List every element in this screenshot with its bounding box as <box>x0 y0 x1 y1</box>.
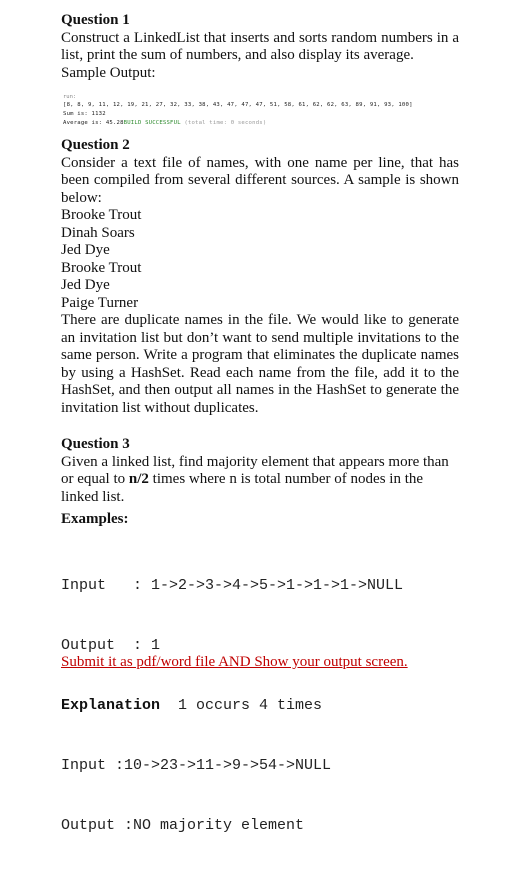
example-1-input: Input : 1->2->3->4->5->1->1->1->NULL <box>61 577 404 594</box>
console-sum-label: Sum is: <box>63 111 92 117</box>
question-3-title: Question 3 <box>61 436 130 452</box>
console-sum-value: 1132 <box>91 111 106 117</box>
question-3-prompt-bold: n/2 <box>128 471 149 487</box>
sample-output-label: Sample Output: <box>61 64 156 81</box>
submission-instruction: Submit it as pdf/word file AND Show your output screen. <box>61 654 408 670</box>
question-2-intro: Consider a text file of names, with one name per line, that has been compiled from several different sources. A sample is shown below: <box>61 154 459 206</box>
console-average-line <box>63 119 463 128</box>
explanation-label: Explanation <box>61 697 161 714</box>
console-build-status: BUILD SUCCESSFUL <box>123 120 181 126</box>
examples-code <box>61 536 403 876</box>
names-list-item: Jed Dye <box>61 242 110 258</box>
console-average-label: Average is: <box>63 120 106 126</box>
names-list-item: Paige Turner <box>61 294 139 311</box>
question-1-prompt: Construct a LinkedList that inserts and sorts random numbers in a list, print the sum of numbers, and also display its average. <box>61 29 459 63</box>
question-2 <box>61 137 459 417</box>
example-explanation <box>61 696 403 716</box>
console-total-time: (total time: 0 seconds) <box>180 120 267 126</box>
names-list-item: Jed Dye <box>61 277 110 293</box>
console-sum-line <box>63 110 463 119</box>
question-3 <box>61 436 459 529</box>
console-average-value: 45.28 <box>105 120 124 126</box>
question-1-title: Question 1 <box>61 12 130 28</box>
example-2-input: Input :10->23->11->9->54->NULL <box>61 757 332 774</box>
console-list-line: [8, 8, 9, 11, 12, 19, 21, 27, 32, 33, 38, 43, 47, 47, 47, 51, 58, 61, 62, 62, 63, 89, 91, 93, 100] <box>63 102 413 108</box>
question-2-title: Question 2 <box>61 137 130 153</box>
names-list-item: Brooke Trout <box>61 207 142 223</box>
examples-label: Examples: <box>61 511 129 527</box>
sample-output-console <box>63 94 463 128</box>
example-2-output: Output :NO majority element <box>61 817 305 834</box>
question-1 <box>61 12 459 82</box>
console-run-label: run: <box>63 94 77 100</box>
question-3-prompt-start: Given a linked list, find majority element that appears more than or equal to <box>61 453 449 487</box>
names-list <box>61 207 459 312</box>
question-2-body: There are duplicate names in the file. We would like to generate an invitation list but don’t want to send multiple invitations to the same person. Write a program that eliminates the duplicate names by using a HashSet. Read each name from the file, add it to the HashSet, and then output all names in the HashSet to generate the invitation list without duplicates. <box>61 312 459 416</box>
names-list-item: Brooke Trout <box>61 259 142 276</box>
question-3-prompt-end: times where n is total number of nodes in the linked list. <box>61 471 424 505</box>
names-list-item: Dinah Soars <box>61 224 135 241</box>
example-1-output: Output : 1 <box>61 637 161 654</box>
explanation-text: 1 occurs 4 times <box>160 697 323 714</box>
question-3-prompt <box>61 454 459 507</box>
